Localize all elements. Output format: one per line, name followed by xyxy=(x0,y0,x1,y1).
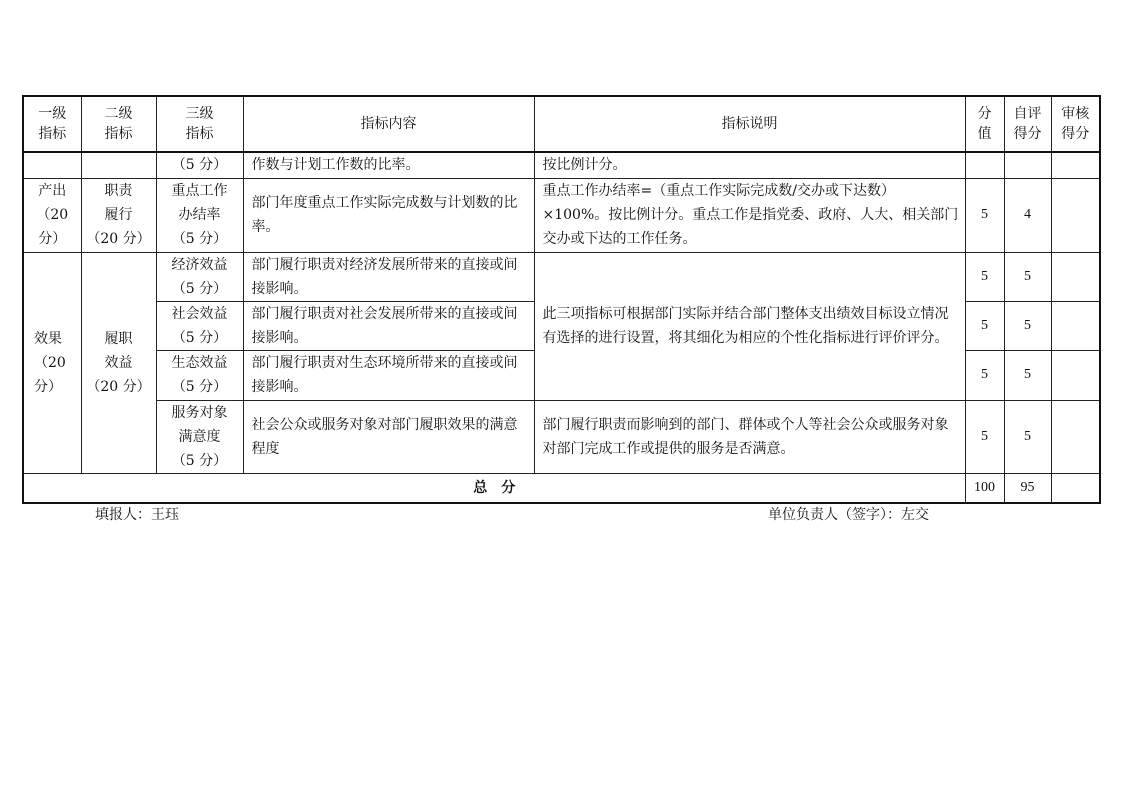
cell-empty xyxy=(81,152,156,178)
cell-description: 部门履行职责而影响到的部门、群体或个人等社会公众或服务对象对部门完成工作或提供的服务是否满意。 xyxy=(534,400,965,473)
cell-self-score: 5 xyxy=(1004,301,1051,350)
cell-self-score: 5 xyxy=(1004,252,1051,301)
header-level1-line2: 指标 xyxy=(38,126,67,142)
level2-line2: 效益 xyxy=(104,354,133,371)
cell-level3 xyxy=(156,178,243,252)
level1-line1: 效果 xyxy=(34,330,62,347)
level3-line2: （5 分） xyxy=(171,329,228,346)
cell-self-score: 5 xyxy=(1004,350,1051,400)
level3-line2: （5 分） xyxy=(171,280,228,297)
cell-score: 5 xyxy=(965,350,1004,400)
level3-line2: （5 分） xyxy=(171,379,228,395)
header-description: 指标说明 xyxy=(534,96,965,152)
cell-score: 5 xyxy=(965,252,1004,301)
cell-description: 重点工作办结率=（重点工作实际完成数/交办或下达数）×100%。按比例计分。重点工作是指党委、政府、人大、相关部门交办或下达的工作任务。 xyxy=(534,178,965,252)
header-self-score-line1: 自评 xyxy=(1013,106,1042,122)
level3-line3: （5 分） xyxy=(171,231,228,247)
level3-line1: 重点工作 xyxy=(171,183,228,199)
level3-line3: （5 分） xyxy=(171,452,228,469)
responsible-signature-line: 单位负责人（签字）：左交 xyxy=(768,507,929,523)
cell-level3 xyxy=(156,350,243,400)
total-row xyxy=(23,473,1100,503)
header-level3 xyxy=(156,96,243,152)
cell-content: 部门履行职责对经济发展所带来的直接或间接影响。 xyxy=(243,252,534,301)
cell-review-score xyxy=(1051,350,1100,400)
level1-line3: 分） xyxy=(38,231,67,247)
total-review-score xyxy=(1051,473,1100,503)
cell-score: 5 xyxy=(965,400,1004,473)
cell-self-score: 5 xyxy=(1004,400,1051,473)
level3-line2: 办结率 xyxy=(178,207,221,223)
cell-description: 按比例计分。 xyxy=(534,152,965,178)
cell-empty xyxy=(23,152,81,178)
header-score-line2: 值 xyxy=(977,126,992,142)
level3-line1: 生态效益 xyxy=(171,355,228,371)
header-content: 指标内容 xyxy=(243,96,534,152)
cell-score: 5 xyxy=(965,301,1004,350)
cell-level1 xyxy=(23,178,81,252)
level2-line3: （20 分） xyxy=(86,231,151,247)
header-score-line1: 分 xyxy=(977,106,992,122)
cell-level3: （5 分） xyxy=(156,152,243,178)
header-review-score-line1: 审核 xyxy=(1061,106,1090,122)
header-level3-line1: 三级 xyxy=(185,106,214,122)
cell-level3 xyxy=(156,252,243,301)
header-review-score-line2: 得分 xyxy=(1061,126,1090,142)
cell-level2 xyxy=(81,252,156,473)
cell-review-score xyxy=(1051,301,1100,350)
level2-line2: 履行 xyxy=(104,207,133,223)
cell-level1 xyxy=(23,252,81,473)
cell-level3 xyxy=(156,400,243,473)
cell-content: 部门年度重点工作实际完成数与计划数的比率。 xyxy=(243,178,534,252)
level1-line2: （20 xyxy=(36,207,69,223)
cell-review-score xyxy=(1051,252,1100,301)
header-self-score xyxy=(1004,96,1051,152)
table-row xyxy=(23,400,1100,473)
cell-content: 部门履行职责对生态环境所带来的直接或间接影响。 xyxy=(243,350,534,400)
level2-line3: （20 分） xyxy=(86,378,151,395)
header-level2-line2: 指标 xyxy=(104,126,133,142)
cell-shared-description: 此三项指标可根据部门实际并结合部门整体支出绩效目标设立情况有选择的进行设置，将其细化为相应的个性化指标进行评价评分。 xyxy=(534,252,965,400)
total-self-score: 95 xyxy=(1004,473,1051,503)
level1-line3: 分） xyxy=(34,378,62,395)
cell-content: 社会公众或服务对象对部门履职效果的满意程度 xyxy=(243,400,534,473)
cell-review-score xyxy=(1051,178,1100,252)
cell-level3 xyxy=(156,301,243,350)
level2-line1: 职责 xyxy=(104,183,133,199)
level3-line2: 满意度 xyxy=(178,428,221,445)
cell-review-score xyxy=(1051,400,1100,473)
level3-line1: 社会效益 xyxy=(171,305,228,322)
table-row xyxy=(23,178,1100,252)
level3-line1: 经济效益 xyxy=(171,256,228,273)
header-row xyxy=(23,96,1100,152)
header-level3-line2: 指标 xyxy=(185,126,214,142)
header-level2 xyxy=(81,96,156,152)
cell-empty xyxy=(1004,152,1051,178)
cell-self-score: 4 xyxy=(1004,178,1051,252)
total-score: 100 xyxy=(965,473,1004,503)
level2-line1: 履职 xyxy=(104,330,133,347)
cell-content: 作数与计划工作数的比率。 xyxy=(243,152,534,178)
header-review-score xyxy=(1051,96,1100,152)
reporter-line: 填报人：王珏 xyxy=(95,507,179,523)
level1-line2: （20 xyxy=(34,354,66,371)
table-row xyxy=(23,152,1100,178)
header-self-score-line2: 得分 xyxy=(1013,126,1042,142)
cell-empty xyxy=(1051,152,1100,178)
performance-evaluation-table xyxy=(22,95,1101,504)
header-level1-line1: 一级 xyxy=(38,106,67,122)
level3-line1: 服务对象 xyxy=(171,404,228,421)
header-score xyxy=(965,96,1004,152)
cell-empty xyxy=(965,152,1004,178)
level1-line1: 产出 xyxy=(38,183,67,199)
cell-level2 xyxy=(81,178,156,252)
table-row xyxy=(23,252,1100,301)
cell-content: 部门履行职责对社会发展所带来的直接或间接影响。 xyxy=(243,301,534,350)
total-label: 总 分 xyxy=(23,473,965,503)
header-level2-line1: 二级 xyxy=(104,106,133,122)
cell-score: 5 xyxy=(965,178,1004,252)
header-level1 xyxy=(23,96,81,152)
